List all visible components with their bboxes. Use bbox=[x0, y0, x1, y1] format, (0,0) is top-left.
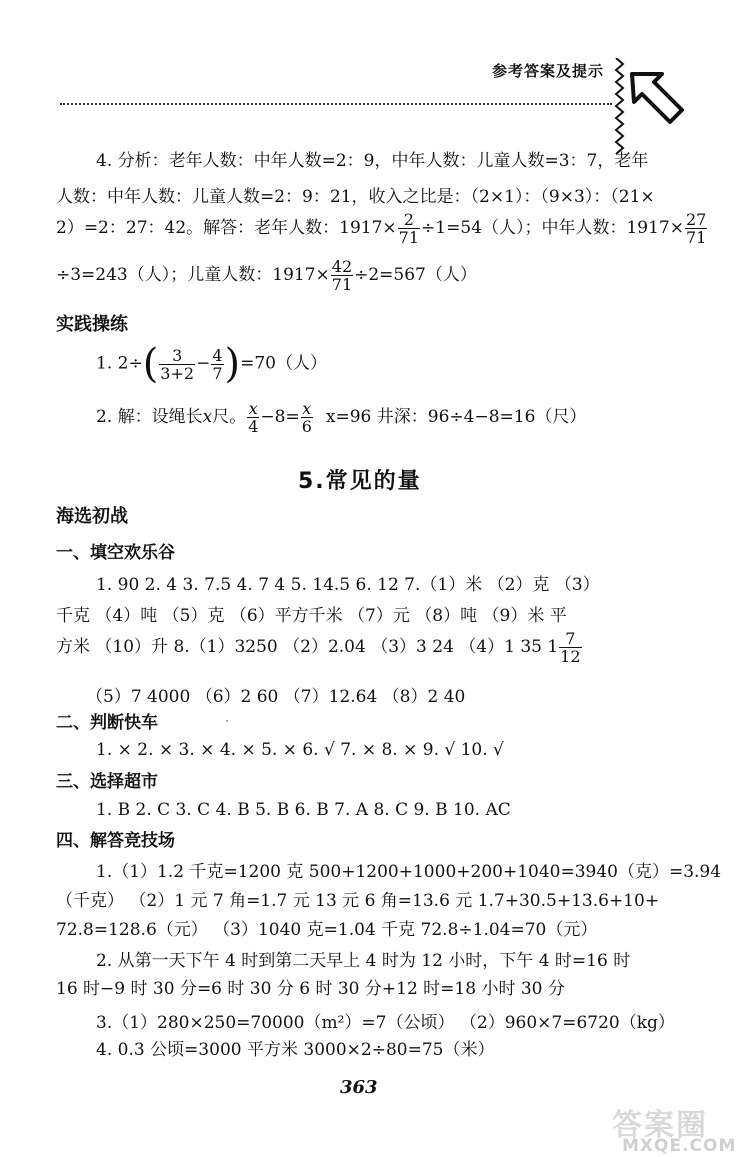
fill-blank-line-1: 1. 90 2. 4 3. 7.5 4. 7 4 5. 14.5 6. 12 7.（1）米 （2）克 （3） bbox=[96, 575, 600, 595]
analysis-line-4: ÷3=243（人）；儿童人数：1917× $\frac{42}{71}$ ÷2=567（人） bbox=[56, 257, 477, 294]
speck-dot bbox=[226, 720, 228, 722]
fraction-27-71: $\frac{27}{71}$ bbox=[685, 210, 707, 247]
fraction-2-71: $\frac{2}{71}$ bbox=[398, 210, 420, 247]
word-problem-line-7: 4. 0.3 公顷=3000 平方米 3000×2÷80=75（米） bbox=[96, 1040, 495, 1060]
fraction-x-6: $\frac{x}{6}$ bbox=[301, 399, 312, 436]
running-header-title: 参考答案及提示 bbox=[492, 62, 605, 80]
fraction-4-7: $\frac{4}{7}$ bbox=[212, 345, 223, 383]
word-problem-line-6: 3.（1）280×250=70000（m²）=7（公顷） （2）960×7=6720（kg） bbox=[96, 1013, 675, 1033]
subsection-multiple-choice: 三、选择超市 bbox=[56, 772, 158, 792]
fraction-x-4: $\frac{x}{4}$ bbox=[248, 399, 259, 436]
word-problem-line-3: 72.8=128.6（元） （3）1040 克=1.04 千克 72.8÷1.04=70（元） bbox=[56, 920, 598, 940]
watermark-url: MXQE.COM bbox=[622, 1136, 737, 1156]
word-problem-line-1: 1.（1）1.2 千克=1200 克 500+1200+1000+200+1040=3940（克）=3.94 bbox=[96, 862, 722, 882]
up-left-arrow-icon bbox=[628, 70, 686, 128]
chapter-title: 5.常见的量 bbox=[298, 469, 422, 494]
watermark-logo-text: 答案圈 bbox=[612, 1108, 708, 1143]
zigzag-divider-icon bbox=[612, 58, 626, 158]
word-problem-line-5: 16 时−9 时 30 分=6 时 30 分 6 时 30 分+12 时=18 小时 30 分 bbox=[56, 979, 565, 999]
fill-blank-line-4: （5）7 4000 （6）2 60 （7）12.64 （8）2 40 bbox=[86, 687, 466, 707]
practice-item-1: 1. 2÷( $\frac{3}{3+2}$ − $\frac{4}{7}$ )=70（人） bbox=[96, 341, 327, 387]
right-paren-icon: ) bbox=[224, 341, 241, 387]
multiple-choice-answers: 1. B 2. C 3. C 4. B 5. B 6. B 7. A 8. C 9. B 10. AC bbox=[96, 800, 511, 820]
analysis-line-1: 4. 分析：老年人数：中年人数=2：9，中年人数：儿童人数=3：7，老年 bbox=[96, 151, 649, 171]
fill-blank-line-2: 千克 （4）吨 （5）克 （6）平方千米 （7）元 （8）吨 （9）米 平 bbox=[56, 606, 567, 626]
subsection-true-false: 二、判断快车 bbox=[56, 713, 158, 733]
fill-blank-line-3: 方米 （10）升 8.（1）3250 （2）2.04 （3）3 24 （4）1 35 1 $\frac{7}{12}$ bbox=[56, 629, 581, 666]
practice-item-2: 2. 解：设绳长x尺。 $\frac{x}{4}$ −8= $\frac{x}{6}$ x=96 井深：96÷4−8=16（尺） bbox=[96, 399, 587, 436]
subsection-fill-blank: 一、填空欢乐谷 bbox=[56, 543, 175, 563]
analysis-line-3: 2）=2：27：42。解答：老年人数：1917× $\frac{2}{71}$ ÷1=54（人）；中年人数：1917× $\frac{27}{71}$ bbox=[56, 210, 707, 247]
section-heading-haixuan: 海选初战 bbox=[56, 506, 128, 527]
word-problem-line-4: 2. 从第一天下午 4 时到第二天早上 4 时为 12 小时，下午 4 时=16 时 bbox=[96, 951, 631, 971]
word-problem-line-2: （千克） （2）1 元 7 角=1.7 元 13 元 6 角=13.6 元 1.7+30.5+13.6+10+ bbox=[56, 891, 660, 911]
analysis-line-2: 人数：中年人数：儿童人数=2：9：21，收入之比是：（2×1）：（9×3）：（21× bbox=[56, 187, 655, 207]
left-paren-icon: ( bbox=[142, 341, 159, 387]
true-false-answers: 1. × 2. × 3. × 4. × 5. × 6. √ 7. × 8. × 9. √ 10. √ bbox=[96, 740, 504, 760]
subsection-word-problems: 四、解答竞技场 bbox=[56, 831, 175, 851]
page-number: 363 bbox=[340, 1077, 378, 1098]
section-heading-practice: 实践操练 bbox=[56, 314, 128, 335]
fraction-3-over-3plus2: $\frac{3}{3+2}$ bbox=[160, 345, 195, 383]
fraction-42-71: $\frac{42}{71}$ bbox=[331, 257, 353, 294]
fraction-7-12: $\frac{7}{12}$ bbox=[560, 629, 581, 666]
header-dotted-rule bbox=[60, 103, 612, 105]
